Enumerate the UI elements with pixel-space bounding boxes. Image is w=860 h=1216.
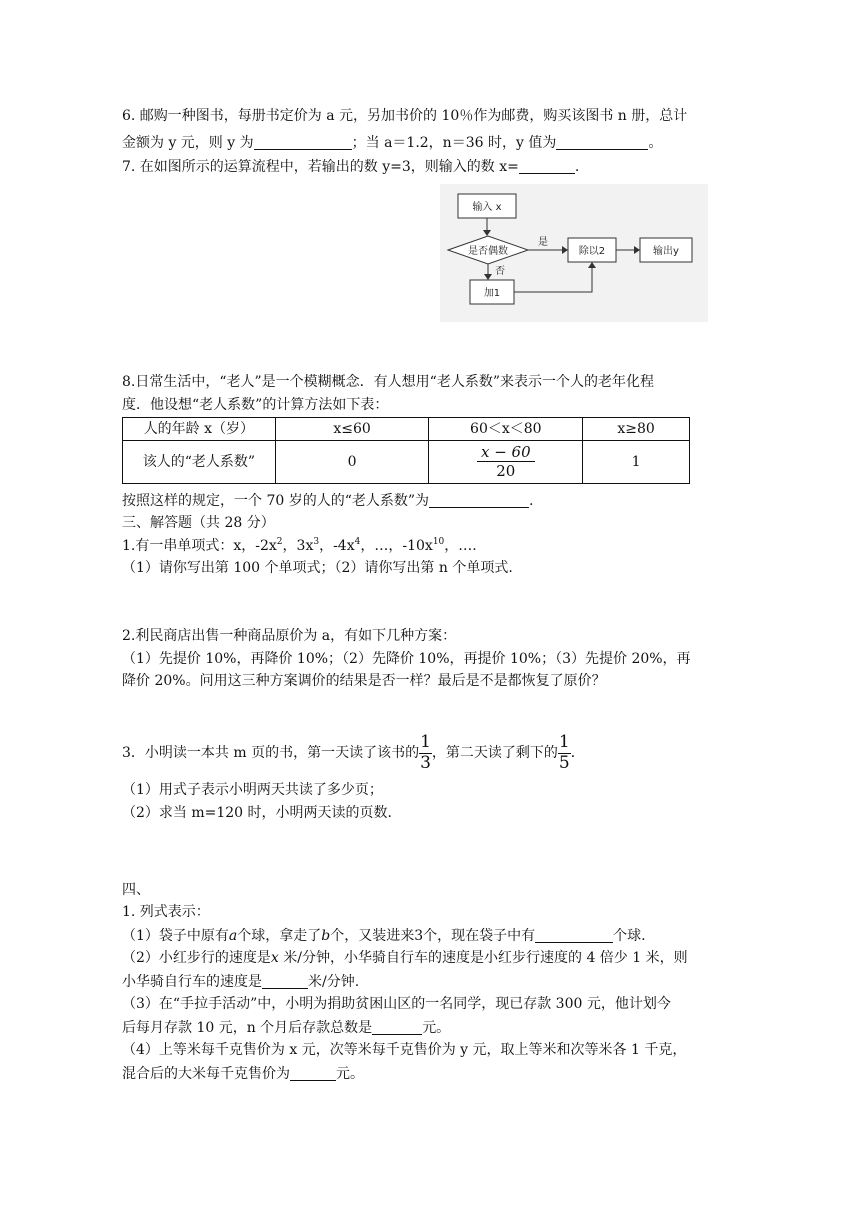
table-cell: 60＜x＜80 <box>429 418 583 441</box>
flowchart <box>440 184 708 322</box>
fraction-numerator: 1 <box>558 732 570 752</box>
table-row <box>123 441 690 484</box>
text-segment: 元。 <box>336 1066 364 1082</box>
s4-answer-blank-2[interactable] <box>262 973 308 989</box>
s3-p2-line-2: （1）先提价 10%，再降价 10%；（2）先降价 10%，再提价 10%；（3）先提价 20%，再 <box>122 651 691 667</box>
q7-line <box>122 158 579 176</box>
q7-text-b: . <box>574 159 580 175</box>
flow-yes-label: 是 <box>538 237 548 248</box>
flow-no-label: 否 <box>495 266 505 277</box>
q8-answer-blank[interactable] <box>429 492 529 508</box>
exponent: 2 <box>276 537 283 547</box>
variable-b: b <box>321 928 331 944</box>
s4-item-2-line-1 <box>122 950 688 967</box>
q6-answer-blank-1[interactable] <box>254 134 352 150</box>
s4-item-4-line-1: （4）上等米每千克售价为 x 元，次等米每千克售价为 y 元，取上等米和次等米各 1 千克， <box>122 1042 687 1058</box>
s4-item-2-line-2 <box>122 973 359 991</box>
q7-text-a: 7. 在如图所示的运算流程中，若输出的数 y=3，则输入的数 x= <box>122 159 519 175</box>
variable-a: a <box>228 928 238 944</box>
text-segment: 个球，拿走了 <box>237 928 322 944</box>
fraction-one-fifth <box>558 733 571 773</box>
exponent: 10 <box>432 537 445 547</box>
q7-answer-blank[interactable] <box>519 158 575 174</box>
coefficient-table <box>122 417 690 484</box>
text-segment: ，…. <box>444 538 477 554</box>
s4-answer-blank-4[interactable] <box>290 1065 336 1081</box>
flow-divide-label: 除以2 <box>578 246 606 257</box>
q8-after-text-b: . <box>529 493 534 509</box>
text-segment: 个球. <box>613 928 646 944</box>
text-segment: 后每月存款 10 元，n 个月后存款总数是 <box>122 1020 373 1036</box>
q8-after-line <box>122 492 533 510</box>
text-segment: 米/分钟. <box>308 974 360 990</box>
exponent: 4 <box>354 537 361 547</box>
text-segment: 1.有一串单项式：x，-2x <box>122 538 277 554</box>
q8-line-1: 8.日常生活中，“老人”是一个模糊概念．有人想用“老人系数”来表示一个人的老年化程 <box>122 374 654 390</box>
fraction-denominator: 20 <box>496 462 516 481</box>
flow-decision-label: 是否偶数 <box>468 246 508 257</box>
fraction-one-third <box>419 733 432 773</box>
text-segment: （1）袋子中原有 <box>122 928 229 944</box>
section3-heading: 三、解答题（共 28 分） <box>122 515 275 531</box>
text-segment: 元。 <box>422 1020 451 1036</box>
fraction-denominator: 3 <box>420 752 431 773</box>
flow-add-label: 加1 <box>483 288 501 299</box>
exponent: 3 <box>313 537 320 547</box>
text-segment: ，第二天读了剩下的 <box>431 745 558 762</box>
text-segment: 米/分钟，小华骑自行车的速度是小红步行速度的 4 倍少 1 米，则 <box>278 950 688 966</box>
fraction-numerator: x − 60 <box>477 443 535 462</box>
s3-p2-line-3: 降价 20%。问用这三种方案调价的结果是否一样？最后是不是都恢复了原价？ <box>122 673 606 689</box>
s3-p3-line-2: （1）用式子表示小明两天共读了多少页； <box>122 782 383 798</box>
q6-text-b: ；当 a＝1.2，n＝36 时，y 值为 <box>351 135 557 151</box>
fraction <box>477 443 535 480</box>
table-cell: 该人的“老人系数” <box>123 441 276 484</box>
table-cell <box>429 441 583 484</box>
s4-item-1 <box>122 927 646 945</box>
s4-answer-blank-3[interactable] <box>372 1019 422 1035</box>
flow-output-label: 输出y <box>653 246 679 257</box>
s3-p1-line-1 <box>122 538 477 555</box>
table-cell: 1 <box>583 441 690 484</box>
flow-input-label: 输入 x <box>472 202 502 213</box>
table-cell: x≤60 <box>275 418 429 441</box>
text-segment: （2）小红步行的速度是 <box>122 950 271 966</box>
s4-item-3-line-1: （3）在“手拉手活动”中，小明为捐助贫困山区的一名同学，现已存款 300 元，他计划今 <box>122 996 671 1012</box>
fraction-numerator: 1 <box>420 732 431 752</box>
text-segment: 混合后的大米每千克售价为 <box>122 1066 290 1082</box>
s3-p3-line-1 <box>122 733 585 773</box>
section4-heading: 四、 <box>122 882 150 898</box>
s4-item-3-line-2 <box>122 1019 450 1037</box>
text-segment: ． <box>570 745 585 762</box>
text-segment: ，-4x <box>319 538 355 554</box>
text-segment: 3．小明读一本共 m 页的书，第一天读了该书的 <box>122 745 420 762</box>
variable-x: x <box>270 950 279 966</box>
table-row <box>123 418 690 441</box>
s3-p2-line-1: 2.利民商店出售一种商品原价为 a，有如下几种方案： <box>122 628 457 644</box>
q6-line-1: 6. 邮购一种图书，每册书定价为 a 元，另加书价的 10％作为邮费，购买该图书 n 册，总计 <box>122 108 688 124</box>
text-segment: 个，又装进来3个，现在袋子中有 <box>330 928 536 944</box>
s3-p1-line-2: （1）请你写出第 100 个单项式；（2）请你写出第 n 个单项式. <box>122 560 513 576</box>
q8-line-2: 度．他设想“老人系数”的计算方法如下表： <box>122 397 389 413</box>
s4-line-intro: 1. 列式表示： <box>122 904 210 920</box>
text-segment: ，…，-10x <box>360 538 433 554</box>
q6-line-2 <box>122 134 662 152</box>
s4-answer-blank-1[interactable] <box>535 927 613 943</box>
table-cell: 0 <box>275 441 429 484</box>
fraction-denominator: 5 <box>558 752 570 773</box>
q8-after-text-a: 按照这样的规定，一个 70 岁的人的“老人系数”为 <box>122 493 430 509</box>
text-segment: 小华骑自行车的速度是 <box>122 974 262 990</box>
q6-text-a: 金额为 y 元，则 y 为 <box>122 135 254 151</box>
text-segment: ，3x <box>282 538 314 554</box>
q6-text-c: 。 <box>648 135 663 151</box>
q6-answer-blank-2[interactable] <box>556 134 648 150</box>
s3-p3-line-3: （2）求当 m=120 时，小明两天读的页数. <box>122 805 392 821</box>
table-cell: 人的年龄 x（岁） <box>123 418 276 441</box>
table-cell: x≥80 <box>583 418 690 441</box>
s4-item-4-line-2 <box>122 1065 364 1083</box>
